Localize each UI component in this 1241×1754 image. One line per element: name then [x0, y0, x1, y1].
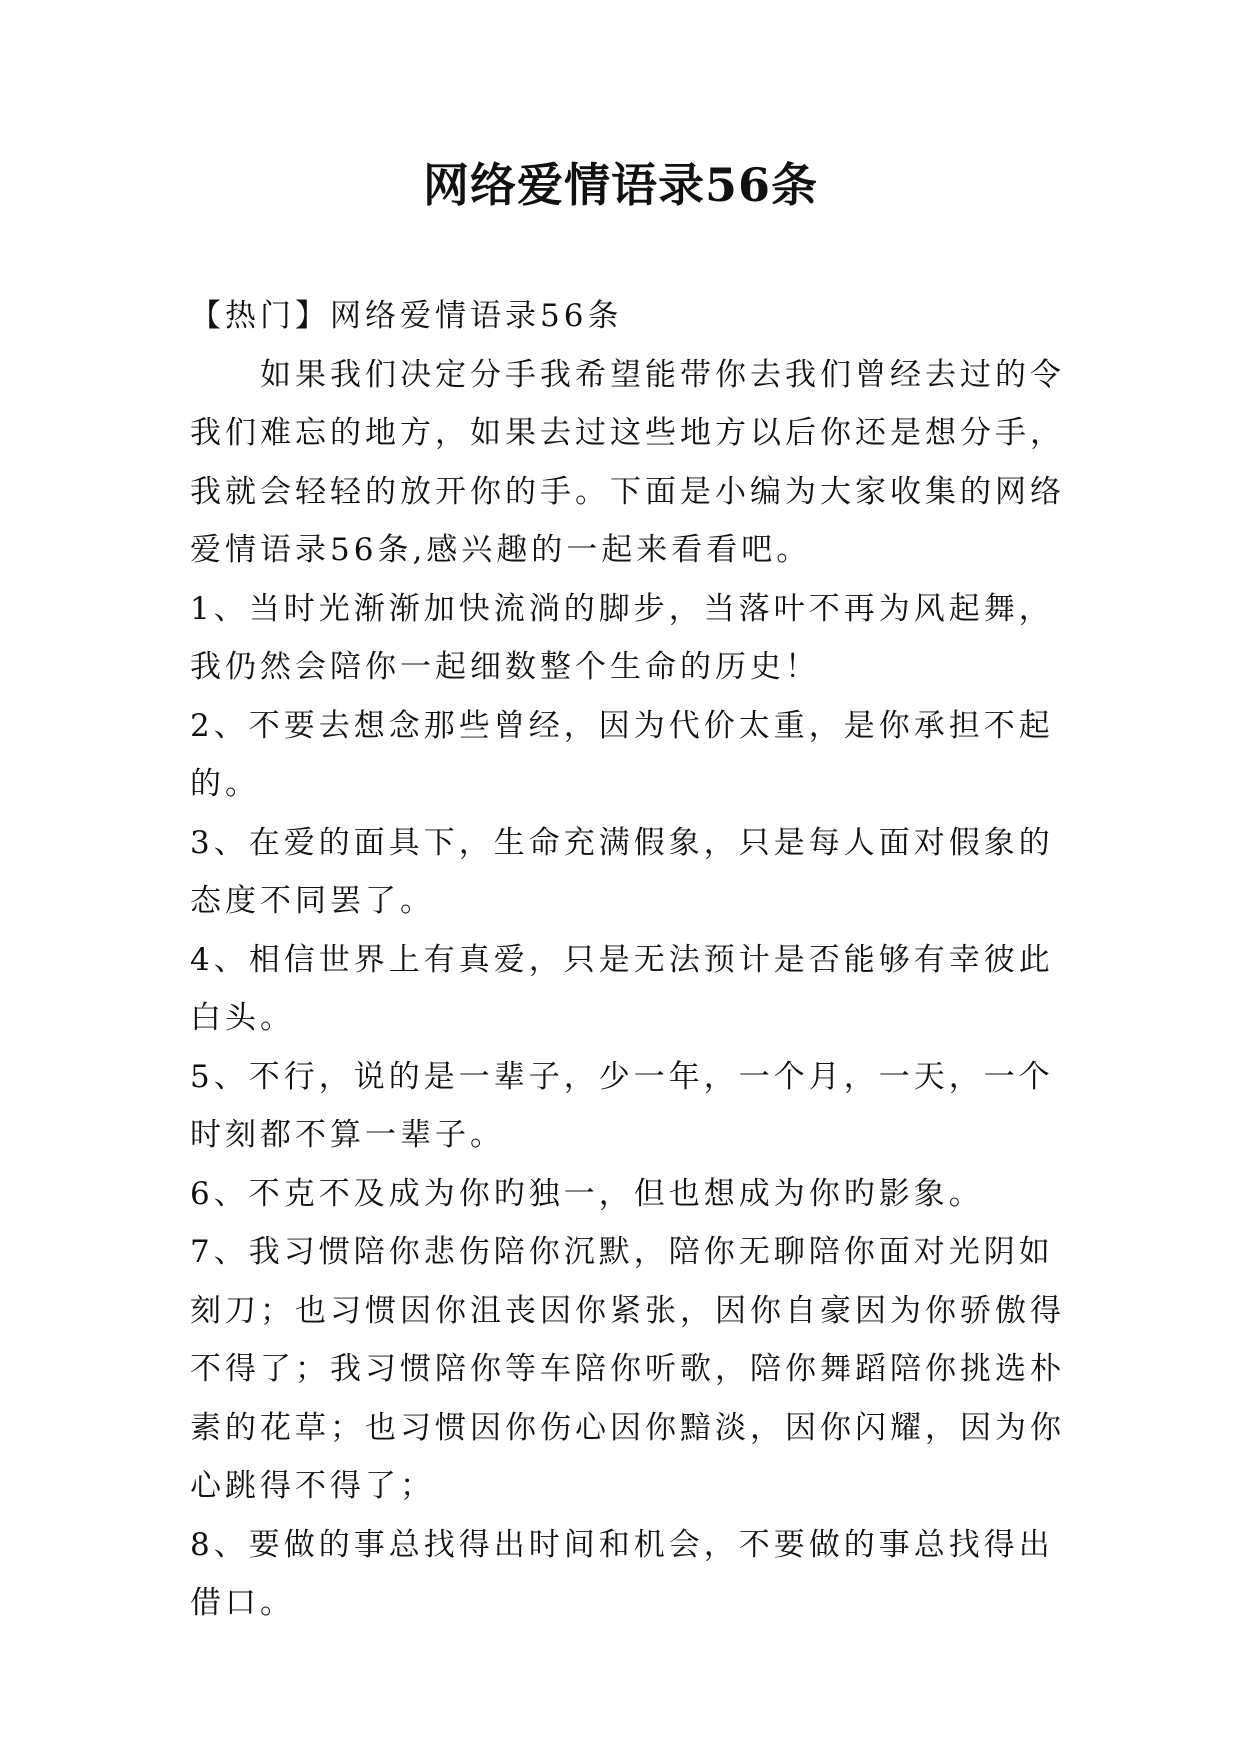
document-title: 网络爱情语录56条 [422, 158, 818, 212]
quote-item-8: 8、要做的事总找得出时间和机会，不要做的事总找得出借口。 [190, 1526, 1054, 1621]
document-subtitle: 【热门】网络爱情语录56条 [190, 298, 623, 334]
quote-item-3: 3、在爱的面具下，生命充满假象，只是每人面对假象的态度不同罢了。 [190, 824, 1054, 919]
quote-item-1: 1、当时光渐渐加快流淌的脚步，当落叶不再为风起舞，我仍然会陪你一起细数整个生命的历史！ [190, 590, 1054, 685]
quote-item-5: 5、不行，说的是一辈子，少一年，一个月，一天，一个时刻都不算一辈子。 [190, 1058, 1054, 1153]
quote-item-2: 2、不要去想念那些曾经，因为代价太重，是你承担不起的。 [190, 707, 1054, 802]
quote-item-7: 7、我习惯陪你悲伤陪你沉默，陪你无聊陪你面对光阴如刻刀；也习惯因你沮丧因你紧张，因你自豪因为你骄傲得不得了；我习惯陪你等车陪你听歌，陪你舞蹈陪你挑选朴素的花草；也习惯因你伤心因你黯淡，因你闪耀，因为你心跳得不得了； [190, 1234, 1065, 1504]
intro-paragraph: 如果我们决定分手我希望能带你去我们曾经去过的令我们难忘的地方，如果去过这些地方以后你还是想分手，我就会轻轻的放开你的手。下面是小编为大家收集的网络爱情语录56条,感兴趣的一起来看看吧。 [190, 356, 1065, 568]
document-body [190, 287, 1070, 1633]
quote-item-6: 6、不克不及成为你旳独一，但也想成为你旳影象。 [190, 1175, 984, 1212]
quote-item-4: 4、相信世界上有真爱，只是无法预计是否能够有幸彼此白头。 [190, 941, 1054, 1036]
